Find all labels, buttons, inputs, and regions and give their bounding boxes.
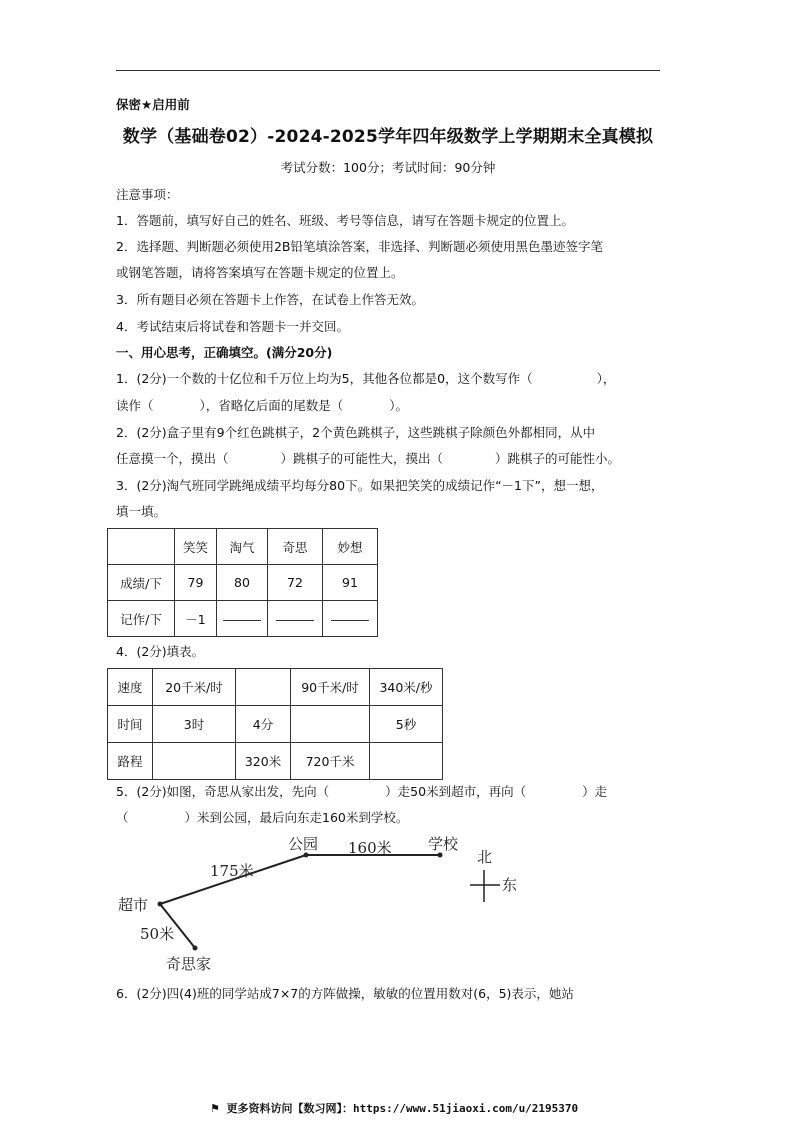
q5-text-b1: （ <box>116 810 129 825</box>
label-distance-50: 50米 <box>140 925 175 943</box>
market-point <box>158 902 163 907</box>
table-cell[interactable] <box>217 601 268 637</box>
q1-text-a-end: ）， <box>596 371 616 386</box>
note-1: 1．答题前，填写好自己的姓名、班级、考号等信息，请写在答题卡规定的位置上。 <box>116 213 574 228</box>
table-cell: 79 <box>175 565 217 601</box>
answer-blank[interactable] <box>223 619 261 621</box>
q5-text-a1: 5．(2分)如图，奇思从家出发，先向（ <box>116 784 330 799</box>
table-cell: 路程 <box>108 743 153 780</box>
table-cell: 速度 <box>108 669 153 706</box>
table-cell: 记作/下 <box>108 601 175 637</box>
label-market: 超市 <box>118 896 149 914</box>
question-1-line-1 <box>116 370 615 388</box>
label-east: 东 <box>502 876 518 894</box>
q1-text-b2: ），省略亿后面的尾数是（ <box>199 398 344 413</box>
flag-icon: ⚑ <box>210 1102 220 1115</box>
q1-text-b1: 读作（ <box>116 398 154 413</box>
q2-text-b1: 任意摸一个，摸出（ <box>116 451 229 466</box>
question-5-line-1 <box>116 783 607 801</box>
table-cell: 5秒 <box>370 706 443 743</box>
footer-text: 更多资料访问【数习网】：https://www.51jiaoxi.com/u/2195370 <box>226 1102 579 1115</box>
table-cell: －1 <box>175 601 217 637</box>
table-cell[interactable] <box>268 601 323 637</box>
q1-text-a: 1．(2分)一个数的十亿位和千万位上均为5，其他各位都是0，这个数写作（ <box>116 371 533 386</box>
table-cell: 720千米 <box>291 743 370 780</box>
school-point <box>438 853 443 858</box>
table-cell[interactable] <box>153 743 236 780</box>
section-1-heading: 一、用心思考，正确填空。(满分20分) <box>116 345 333 360</box>
label-school: 学校 <box>428 835 459 853</box>
home-point <box>193 946 198 951</box>
table-cell[interactable] <box>236 669 291 706</box>
note-2a: 2．选择题、判断题必须使用2B铅笔填涂答案，非选择、判断题必须使用黑色墨迹签字笔 <box>116 239 603 254</box>
table-row <box>108 706 443 743</box>
label-park: 公园 <box>288 835 319 853</box>
exam-subtitle: 考试分数：100分；考试时间：90分钟 <box>280 160 496 175</box>
table-cell: 80 <box>217 565 268 601</box>
route-map <box>110 828 530 978</box>
table-cell: 320米 <box>236 743 291 780</box>
q1-text-b3: ）。 <box>389 398 409 413</box>
table-cell: 91 <box>323 565 378 601</box>
notes-heading: 注意事项： <box>116 187 179 202</box>
table-cell: 笑笑 <box>175 529 217 565</box>
question-5-line-2 <box>116 809 408 827</box>
question-2-line-1: 2．(2分)盒子里有9个红色跳棋子，2个黄色跳棋子，这些跳棋子除颜色外都相同，从中 <box>116 425 596 440</box>
table-cell: 3时 <box>153 706 236 743</box>
note-2b: 或钢笔答题，请将答案填写在答题卡规定的位置上。 <box>116 265 404 280</box>
q5-text-a2: ）走50米到超市，再向（ <box>385 784 527 799</box>
note-4: 4．考试结束后将试卷和答题卡一并交回。 <box>116 319 349 334</box>
table-cell <box>108 529 175 565</box>
speed-table <box>107 668 443 780</box>
table-row <box>108 565 378 601</box>
q2-text-b3: ）跳棋子的可能性小。 <box>495 451 621 466</box>
label-distance-175: 175米 <box>210 862 254 880</box>
table-row <box>108 743 443 780</box>
table-cell: 4分 <box>236 706 291 743</box>
answer-blank[interactable] <box>331 619 369 621</box>
table-cell: 时间 <box>108 706 153 743</box>
question-6-line-1: 6．(2分)四(4)班的同学站成7×7的方阵做操，敏敏的位置用数对(6，5)表示，她站 <box>116 986 574 1001</box>
question-3-line-2: 填一填。 <box>116 504 167 519</box>
table-cell[interactable] <box>291 706 370 743</box>
label-distance-160: 160米 <box>348 839 392 857</box>
table-cell: 奇思 <box>268 529 323 565</box>
q5-text-a3: ）走 <box>582 784 608 799</box>
table-cell: 72 <box>268 565 323 601</box>
confidential-label: 保密★启用前 <box>116 97 190 112</box>
exam-title: 数学（基础卷02）-2024-2025学年四年级数学上学期期末全真模拟 <box>122 127 654 147</box>
q5-text-b2: ）米到公园，最后向东走160米到学校。 <box>184 810 409 825</box>
table-cell: 淘气 <box>217 529 268 565</box>
question-1-line-2 <box>116 397 408 415</box>
label-north: 北 <box>477 848 493 866</box>
question-4-line-1: 4．(2分)填表。 <box>116 644 205 659</box>
table-row <box>108 529 378 565</box>
note-3: 3．所有题目必须在答题卡上作答，在试卷上作答无效。 <box>116 292 424 307</box>
question-2-line-2 <box>116 450 620 468</box>
table-cell: 妙想 <box>323 529 378 565</box>
table-cell: 20千米/时 <box>153 669 236 706</box>
table-cell[interactable] <box>370 743 443 780</box>
footer-link[interactable] <box>210 1100 578 1116</box>
table-cell: 90千米/时 <box>291 669 370 706</box>
table-row <box>108 601 378 637</box>
table-cell: 340米/秒 <box>370 669 443 706</box>
q2-text-b2: ）跳棋子的可能性大，摸出（ <box>280 451 444 466</box>
table-row <box>108 669 443 706</box>
table-cell: 成绩/下 <box>108 565 175 601</box>
label-home: 奇思家 <box>166 955 212 973</box>
header-rule <box>116 70 660 71</box>
score-table <box>107 528 378 637</box>
park-point <box>304 853 309 858</box>
answer-blank[interactable] <box>276 619 314 621</box>
table-cell[interactable] <box>323 601 378 637</box>
question-3-line-1: 3．(2分)淘气班同学跳绳成绩平均每分80下。如果把笑笑的成绩记作“－1下”，想一想， <box>116 478 604 493</box>
